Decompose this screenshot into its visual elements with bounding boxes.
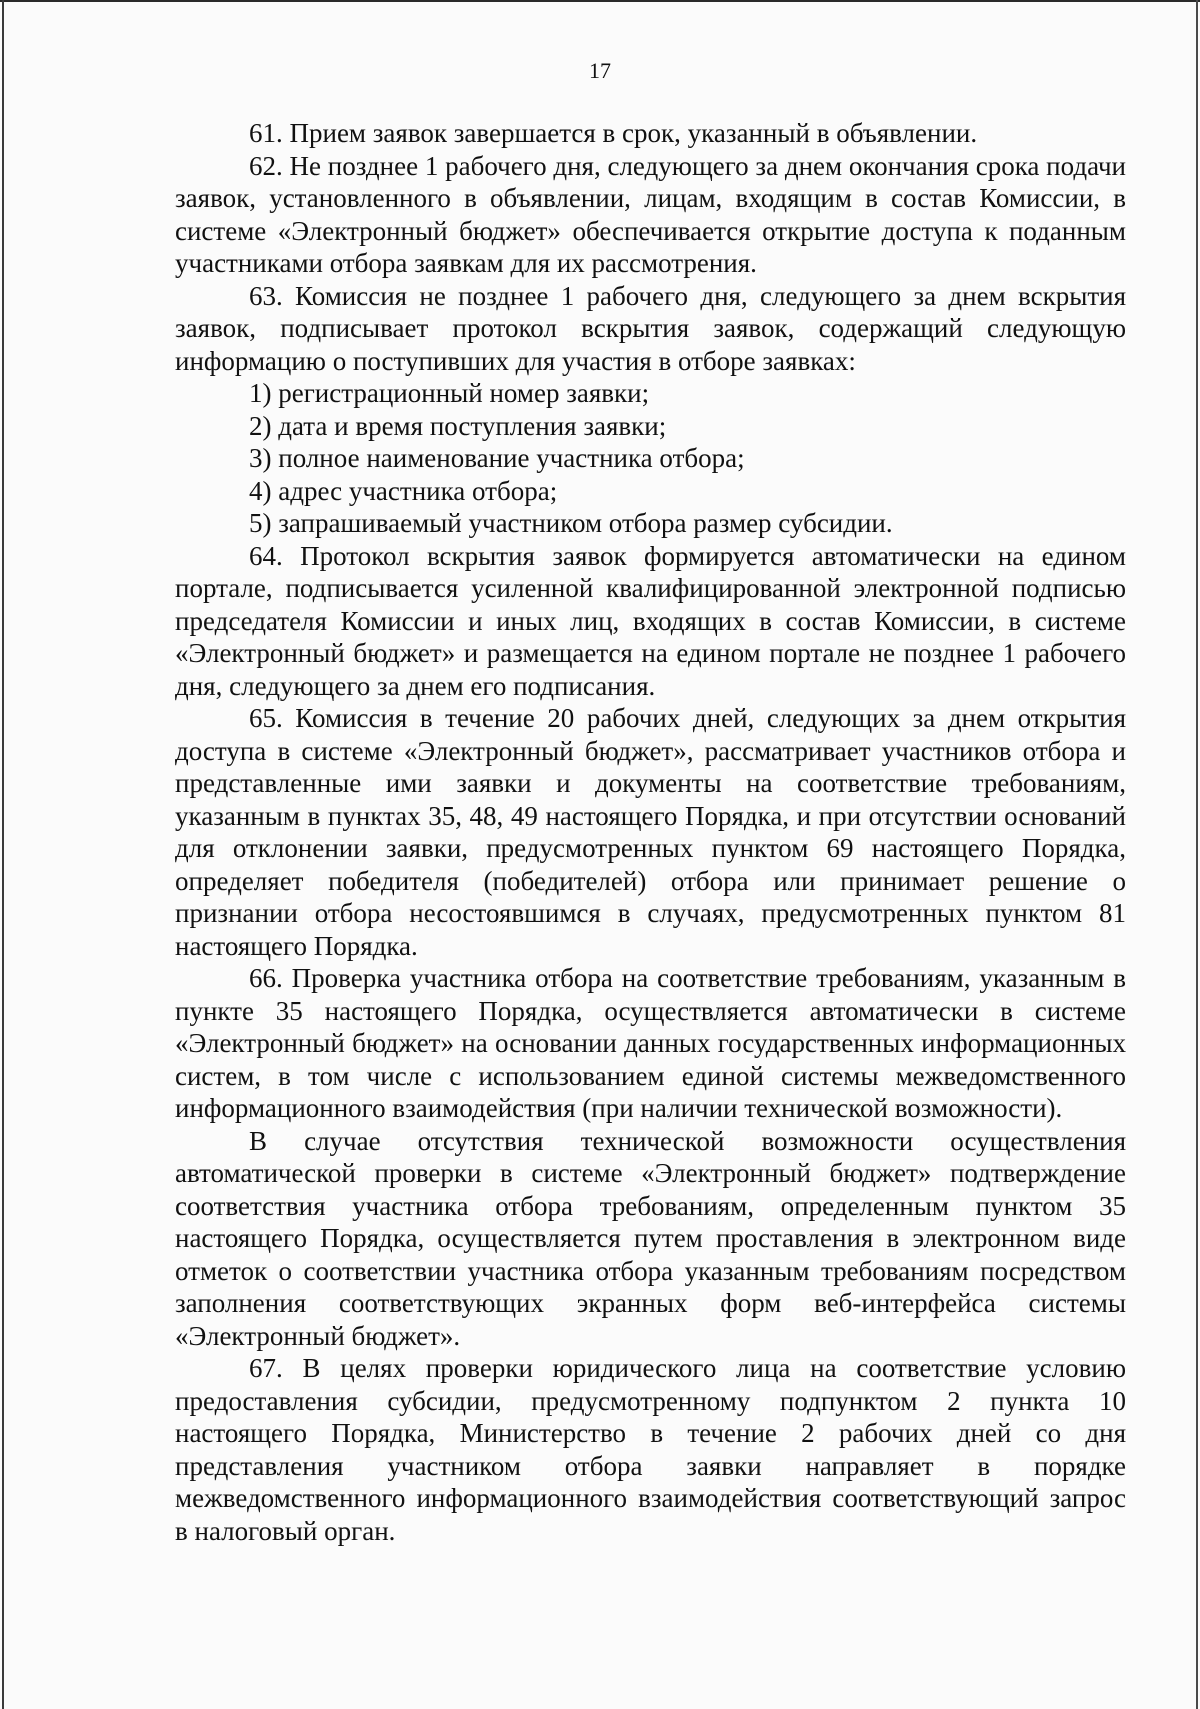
paragraph-63: 63. Комиссия не позднее 1 рабочего дня, следующего за днем вскрытия заявок, подписывает протокол вскрытия заявок, содержащий следующую информацию о поступивших для участия в отборе заявках: bbox=[175, 280, 1126, 376]
list-item-3: 3) полное наименование участника отбора; bbox=[249, 443, 745, 473]
list-item-4: 4) адрес участника отбора; bbox=[249, 475, 558, 506]
list-item-5: 5) запрашиваемый участником отбора размер субсидии. bbox=[249, 508, 893, 538]
paragraph-65: 65. Комиссия в течение 20 рабочих дней, следующих за днем открытия доступа в системе «Электронный бюджет», рассматривает участников отбора и представленные ими заявки и документы на соответствие требованиям, указанным в пунктах 35, 48, 49 настоящего Порядка, и при отсутствии оснований для отклонении заявки, предусмотренных пунктом 69 настоящего Порядка, определяет победителя (победителей) отбора или принимает решение о признании отбора несостоявшимся в случаях, предусмотренных пунктом 81 настоящего Порядка. bbox=[175, 703, 1126, 961]
scan-edge-right bbox=[1196, 0, 1198, 1709]
paragraph-66: 66. Проверка участника отбора на соответствие требованиям, указанным в пункте 35 настоящего Порядка, осуществляется автоматически в системе «Электронный бюджет» на основании данных государственных информационных систем, в том числе с использованием единой системы межведомственного информационного взаимодействия (при наличии технической возможности). bbox=[175, 963, 1126, 1123]
scan-edge-left bbox=[2, 0, 4, 1709]
paragraph-66-continued: В случае отсутствия технической возможности осуществления автоматической проверки в системе «Электронный бюджет» подтверждение соответствия участника отбора требованиям, определенным пунктом 35 настоящего Порядка, осуществляется путем проставления в электронном виде отметок о соответствии участника отбора указанным требованиям посредством заполнения соответствующих экранных форм веб-интерфейса системы «Электронный бюджет». bbox=[175, 1125, 1126, 1351]
list-item-1: 1) регистрационный номер заявки; bbox=[249, 378, 650, 408]
page-number: 17 bbox=[589, 58, 611, 83]
list-item-2: 2) дата и время поступления заявки; bbox=[249, 410, 667, 441]
document-body bbox=[175, 117, 1126, 1547]
paragraph-64: 64. Протокол вскрытия заявок формируется автоматически на едином портале, подписывается усиленной квалифицированной электронной подписью председателя Комиссии и иных лиц, входящих в состав Комиссии, в системе «Электронный бюджет» и размещается на едином портале не позднее 1 рабочего дня, следующего за днем его подписания. bbox=[175, 540, 1126, 701]
scan-edge-top bbox=[0, 0, 1200, 2]
paragraph-67: 67. В целях проверки юридического лица на соответствие условию предоставления субсидии, предусмотренному подпунктом 2 пункта 10 настоящего Порядка, Министерство в течение 2 рабочих дней со дня представления участником отбора заявки направляет в порядке межведомственного информационного взаимодействия соответствующий запрос в налоговый орган. bbox=[175, 1353, 1126, 1546]
paragraph-61: 61. Прием заявок завершается в срок, указанный в объявлении. bbox=[249, 118, 978, 148]
paragraph-62: 62. Не позднее 1 рабочего дня, следующего за днем окончания срока подачи заявок, установленного в объявлении, лицам, входящим в состав Комиссии, в системе «Электронный бюджет» обеспечивается открытие доступа к поданным участниками отбора заявкам для их рассмотрения. bbox=[175, 150, 1126, 278]
